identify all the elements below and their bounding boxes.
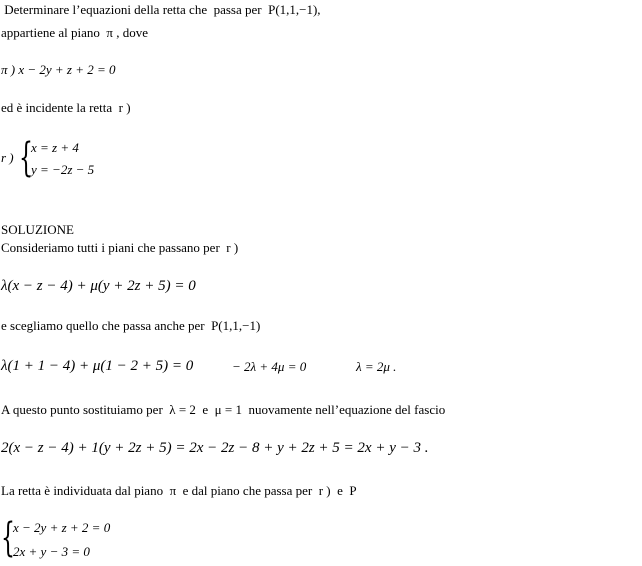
final-eq-1: x − 2y + z + 2 = 0 [13, 520, 111, 535]
final-system [1, 515, 201, 562]
substitution-text: A questo punto sostituiamo per λ = 2 e μ = 1 nuovamente nell’equazione del fascio [1, 402, 446, 417]
substituted-equation: λ(1 + 1 − 4) + μ(1 − 2 + 5) = 0 [1, 358, 194, 374]
problem-statement-line-3: ed è incidente la retta r ) [1, 100, 131, 115]
line-label: r ) [1, 150, 14, 165]
reduced-equation: − 2λ + 4μ = 0 [232, 359, 307, 374]
final-eq-2: 2x + y − 3 = 0 [13, 544, 90, 559]
plane-equation: π ) x − 2y + z + 2 = 0 [1, 62, 116, 77]
line-eq-2: y = −2z − 5 [31, 162, 95, 177]
line-r-system [1, 135, 221, 182]
solution-intro: Consideriamo tutti i piani che passano per r ) [1, 240, 239, 255]
final-system-brace: { [1, 515, 15, 561]
solution-heading: SOLUZIONE [1, 222, 74, 237]
problem-statement-line-2: appartiene al piano π , dove [1, 25, 148, 40]
problem-statement-line-1: Determinare l’equazioni della retta che passa per P(1,1,−1), [1, 2, 321, 17]
line-eq-1: x = z + 4 [31, 140, 79, 155]
choose-text: e scegliamo quello che passa anche per P(1,1,−1) [1, 318, 261, 333]
pencil-equation: λ(x − z − 4) + μ(y + 2z + 5) = 0 [1, 278, 196, 294]
plane-result-equation: 2(x − z − 4) + 1(y + 2z + 5) = 2x − 2z − 8 + y + 2z + 5 = 2x + y − 3 . [1, 440, 429, 456]
conclusion-text: La retta è individuata dal piano π e dal piano che passa per r ) e P [1, 483, 357, 498]
lambda-mu-result: λ = 2μ . [356, 359, 397, 374]
system-brace: { [19, 135, 33, 181]
